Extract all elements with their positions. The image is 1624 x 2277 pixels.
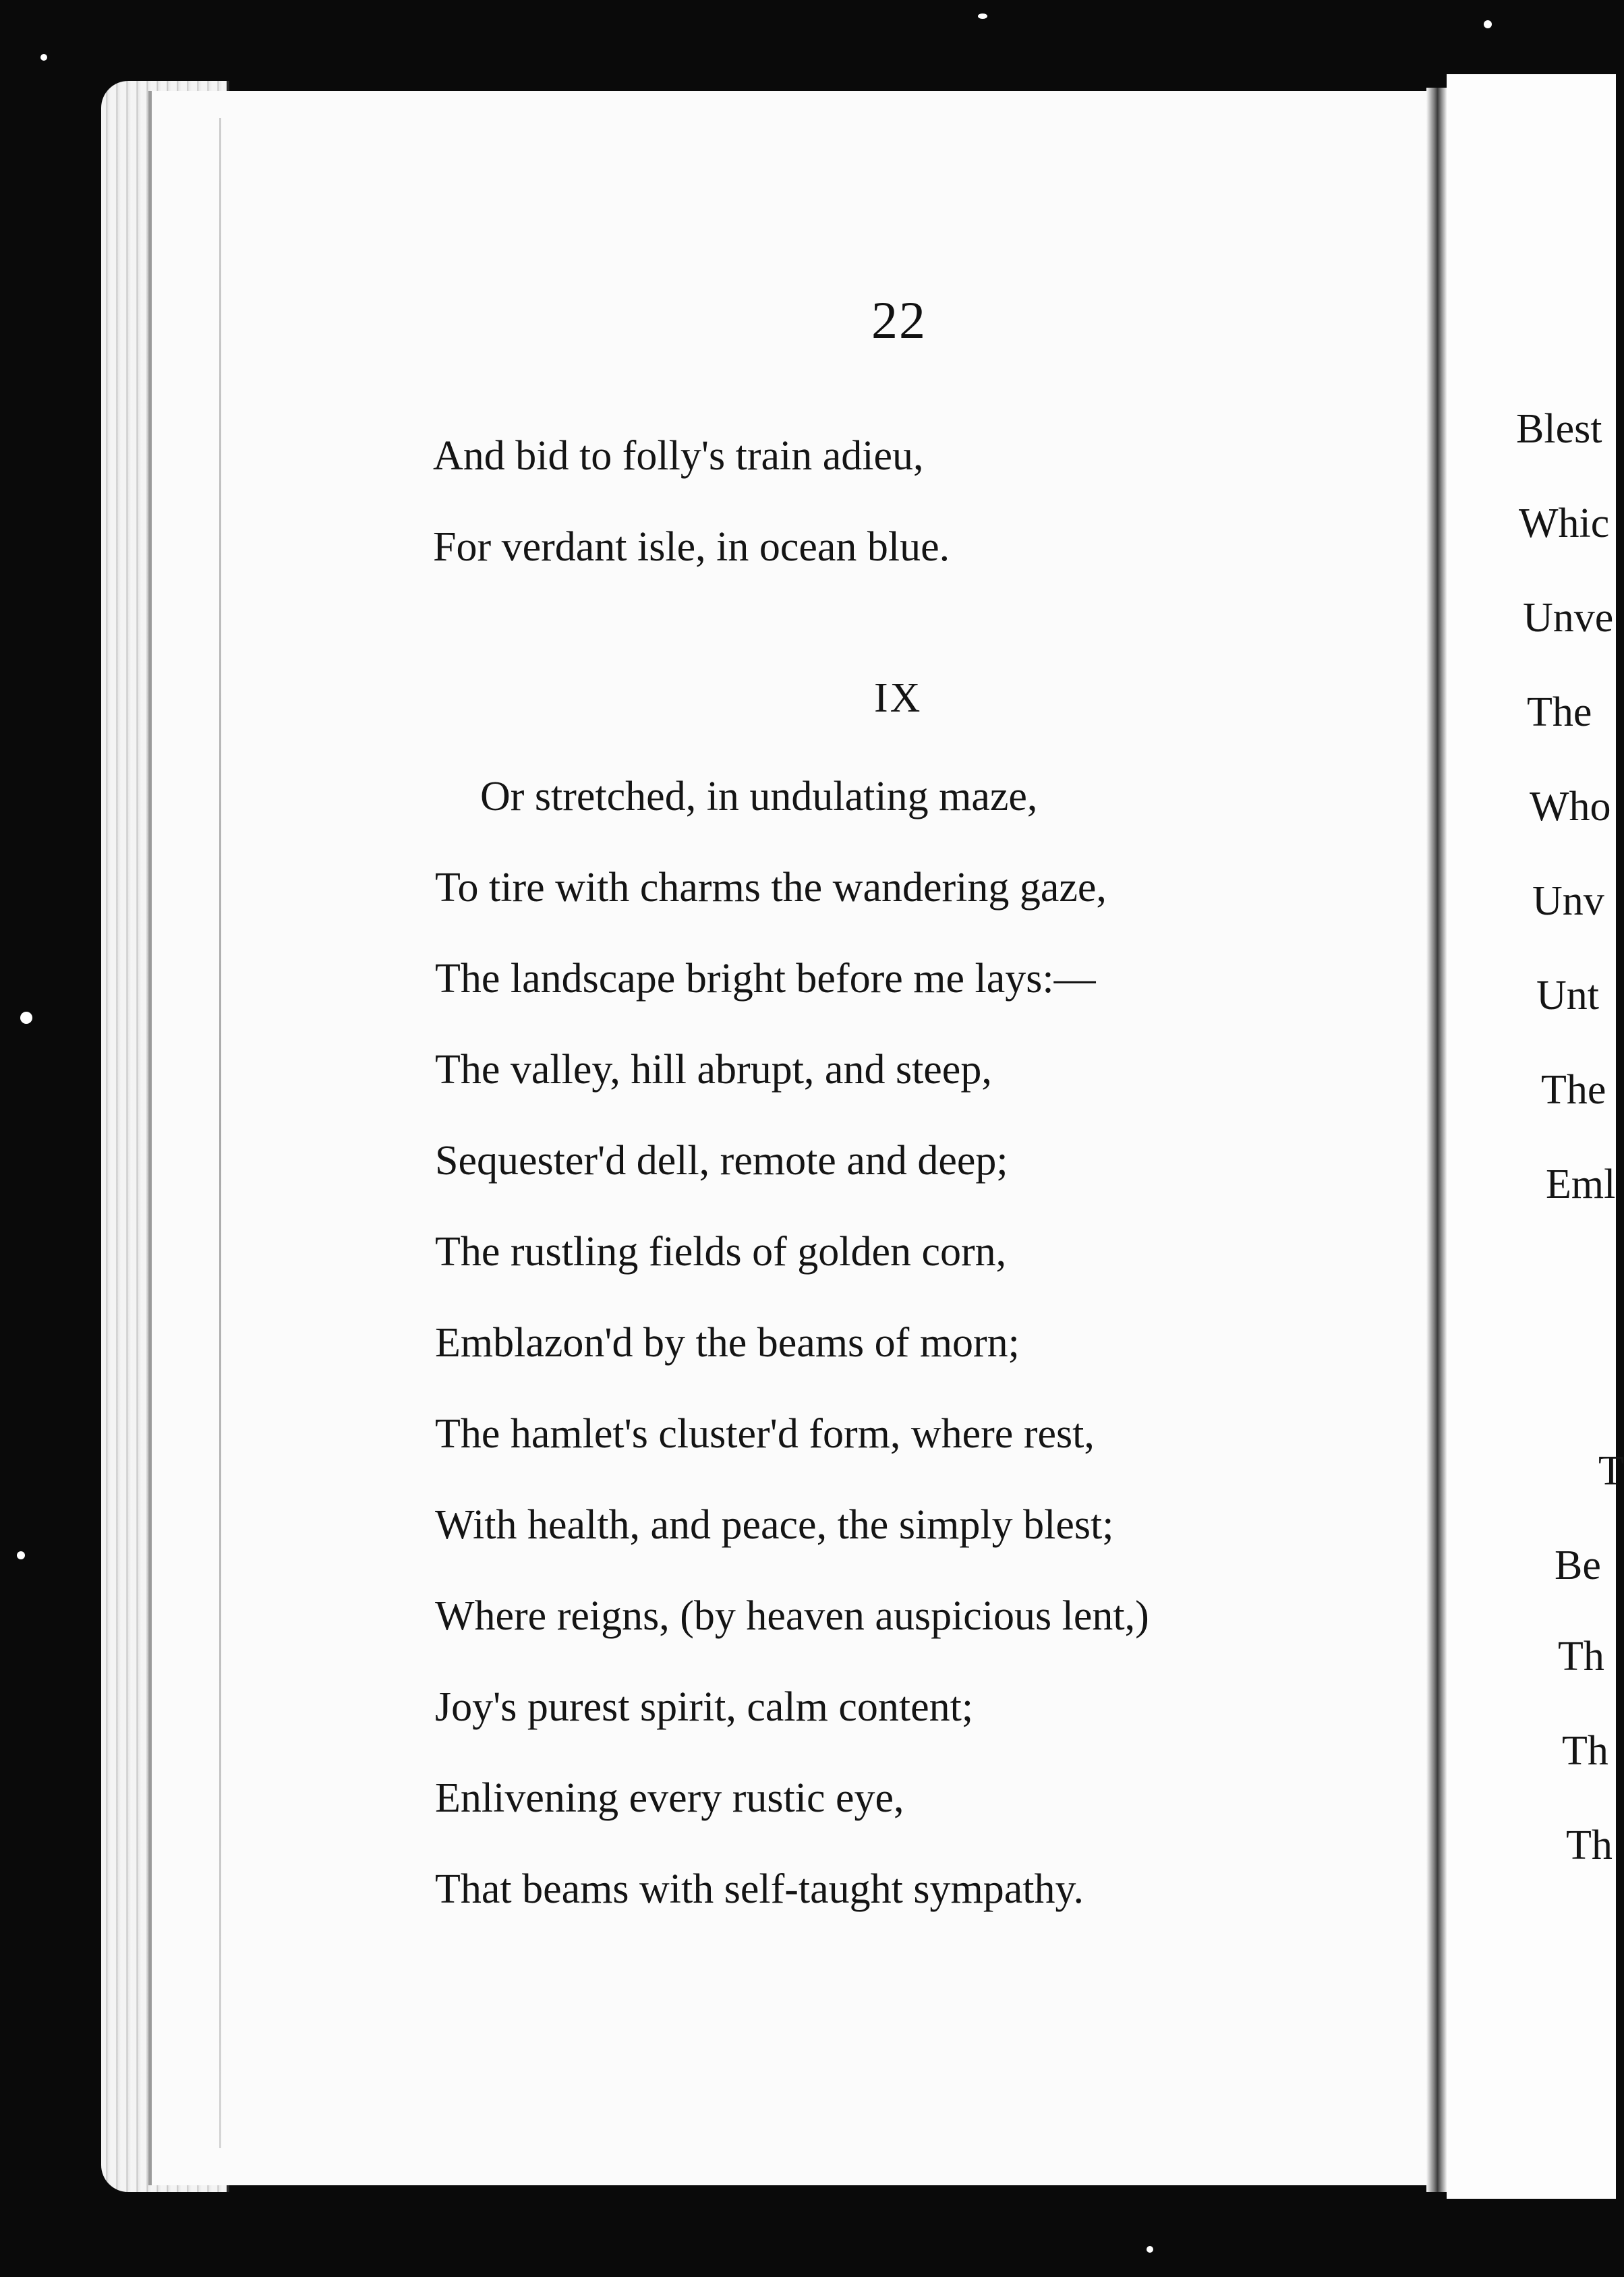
poem-line: That beams with self-taught sympathy. bbox=[435, 1866, 1084, 1912]
right-page bbox=[1447, 74, 1616, 2199]
poem-line: The rustling fields of golden corn, bbox=[435, 1229, 1007, 1275]
dust-speck bbox=[1484, 20, 1492, 28]
right-page-fragment: Blest bbox=[1516, 406, 1602, 452]
poem-line: Emblazon'd by the beams of morn; bbox=[435, 1320, 1020, 1366]
poem-line: The hamlet's cluster'd form, where rest, bbox=[435, 1411, 1095, 1457]
right-page-fragment: Th bbox=[1562, 1728, 1608, 1774]
poem-line: Sequester'd dell, remote and deep; bbox=[435, 1138, 1008, 1184]
right-page-fragment: Whic bbox=[1519, 500, 1610, 546]
page-fold-line bbox=[219, 118, 221, 2148]
right-page-fragment: Who bbox=[1530, 784, 1611, 830]
poem-line: To tire with charms the wandering gaze, bbox=[435, 865, 1107, 911]
right-page-fragment: Th bbox=[1566, 1822, 1613, 1868]
poem-line: Joy's purest spirit, calm content; bbox=[435, 1684, 974, 1730]
right-page-fragment: Eml bbox=[1546, 1161, 1616, 1207]
right-page-fragment: Unve bbox=[1523, 595, 1614, 641]
poem-line: And bid to folly's train adieu, bbox=[433, 433, 924, 479]
dust-speck bbox=[978, 13, 987, 19]
dust-speck bbox=[17, 1551, 25, 1559]
right-page-fragment: The bbox=[1541, 1067, 1606, 1113]
right-page-fragment: Be bbox=[1555, 1543, 1601, 1588]
poem-line: Where reigns, (by heaven auspicious lent,) bbox=[435, 1593, 1149, 1639]
dust-speck bbox=[40, 54, 47, 61]
right-page-fragment: Unt bbox=[1536, 973, 1599, 1018]
poem-line: With health, and peace, the simply blest; bbox=[435, 1502, 1114, 1548]
poem-line: For verdant isle, in ocean blue. bbox=[433, 524, 950, 570]
poem-line: The valley, hill abrupt, and steep, bbox=[435, 1047, 992, 1093]
poem-line: The landscape bright before me lays:— bbox=[435, 956, 1096, 1002]
poem-line: Or stretched, in undulating maze, bbox=[480, 774, 1038, 819]
stanza-number: IX bbox=[874, 675, 923, 721]
right-page-fragment: Th bbox=[1558, 1634, 1604, 1679]
right-page-fragment: T bbox=[1598, 1448, 1624, 1494]
page-number: 22 bbox=[871, 291, 927, 349]
right-page-fragment: Unv bbox=[1532, 878, 1604, 924]
poem-line: Enlivening every rustic eye, bbox=[435, 1775, 904, 1821]
right-page-fragment: The bbox=[1527, 689, 1592, 735]
book-gutter bbox=[1426, 88, 1447, 2192]
dust-speck bbox=[1147, 2246, 1153, 2253]
dust-speck bbox=[20, 1012, 32, 1024]
